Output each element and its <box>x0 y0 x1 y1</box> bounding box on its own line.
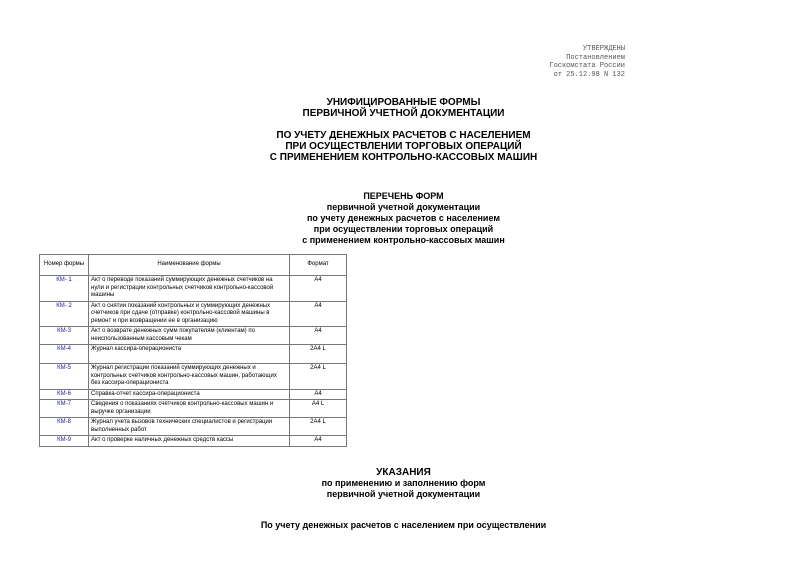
form-format: А4 L <box>290 400 347 418</box>
form-name: Журнал регистрации показаний суммирующих денежных и контрольных счетчиков контрольно-кассовых машин, работающих без кассира-операциониста <box>89 364 290 390</box>
table-header-row <box>40 255 347 276</box>
table-row <box>40 389 347 400</box>
form-number-link[interactable]: КМ- 1 <box>40 276 89 302</box>
table-row <box>40 436 347 447</box>
form-name: Сведения о показаниях счетчиков контрольно-кассовых машин и выручке организации <box>89 400 290 418</box>
form-list-title <box>0 191 807 246</box>
form-number-link[interactable]: КМ-8 <box>40 418 89 436</box>
table-row <box>40 345 347 364</box>
form-format: 2А4 L <box>290 364 347 390</box>
approval-stamp <box>549 45 625 79</box>
form-name: Акт о переводе показаний суммирующих денежных счетчиков на нули и регистрации контрольных счетчиков контрольно-кассовой машины <box>89 276 290 302</box>
document-subject <box>0 130 807 163</box>
form-number-link[interactable]: КМ-9 <box>40 436 89 447</box>
form-format: А4 <box>290 301 347 327</box>
subject-line: ПРИ ОСУЩЕСТВЛЕНИИ ТОРГОВЫХ ОПЕРАЦИЙ <box>285 141 522 152</box>
header-name: Наименование формы <box>89 255 290 276</box>
form-name: Акт о проверке наличных денежных средств кассы <box>89 436 290 447</box>
form-format: А4 <box>290 436 347 447</box>
list-title-line: первичной учетной документации <box>326 202 481 212</box>
form-number-link[interactable]: КМ-4 <box>40 345 89 364</box>
instructions-line: УКАЗАНИЯ <box>376 467 431 478</box>
form-name: Справка-отчет кассира-операциониста <box>89 389 290 400</box>
forms-table <box>39 254 347 447</box>
approval-line: Госкомстата России <box>549 62 625 70</box>
form-format: 2А4 L <box>290 345 347 364</box>
table-row <box>40 301 347 327</box>
header-number: Номер формы <box>40 255 89 276</box>
table-row <box>40 418 347 436</box>
form-name: Журнал кассира-операциониста <box>89 345 290 364</box>
title-line: ПЕРВИЧНОЙ УЧЕТНОЙ ДОКУМЕНТАЦИИ <box>302 108 505 119</box>
form-number-link[interactable]: КМ-6 <box>40 389 89 400</box>
approval-line: Постановлением <box>566 53 625 62</box>
form-name: Акт о возврате денежных сумм покупателям (клиентам) по неиспользованным кассовым чекам <box>89 327 290 345</box>
table-row <box>40 276 347 302</box>
document-title <box>0 97 807 119</box>
section-heading: По учету денежных расчетов с населением при осуществлении <box>260 520 547 530</box>
form-format: 2А4 L <box>290 418 347 436</box>
form-number-link[interactable]: КМ-7 <box>40 400 89 418</box>
list-title-line: по учету денежных расчетов с населением <box>306 213 501 223</box>
form-number-link[interactable]: КМ-5 <box>40 364 89 390</box>
instructions-line: первичной учетной документации <box>326 489 481 499</box>
header-format: Формат <box>290 255 347 276</box>
table-row <box>40 364 347 390</box>
form-format: А4 <box>290 276 347 302</box>
approval-line: от 25.12.98 N 132 <box>553 70 625 79</box>
list-title-line: с применением контрольно-кассовых машин <box>302 235 505 245</box>
form-format: А4 <box>290 389 347 400</box>
instructions-title <box>0 467 807 500</box>
approval-line: УТВЕРЖДЕНЫ <box>582 45 625 53</box>
form-number-link[interactable]: КМ- 2 <box>40 301 89 327</box>
form-format: А4 <box>290 327 347 345</box>
list-title-line: при осуществлении торговых операций <box>313 224 494 234</box>
subject-line: С ПРИМЕНЕНИЕМ КОНТРОЛЬНО-КАССОВЫХ МАШИН <box>269 152 538 163</box>
form-number-link[interactable]: КМ-3 <box>40 327 89 345</box>
form-name: Акт о снятии показаний контрольных и суммирующих денежных счетчиков при сдаче (отправке) контрольно-кассовой машины в ремонт и при возвращении ее в организацию <box>89 301 290 327</box>
table-row <box>40 400 347 418</box>
list-title-line: ПЕРЕЧЕНЬ ФОРМ <box>363 191 444 201</box>
table-row <box>40 327 347 345</box>
title-line: УНИФИЦИРОВАННЫЕ ФОРМЫ <box>326 97 481 108</box>
subject-line: ПО УЧЕТУ ДЕНЕЖНЫХ РАСЧЕТОВ С НАСЕЛЕНИЕМ <box>276 130 531 141</box>
form-name: Журнал учета вызовов технических специалистов и регистрации выполненных работ <box>89 418 290 436</box>
instructions-line: по применению и заполнению форм <box>321 478 486 488</box>
